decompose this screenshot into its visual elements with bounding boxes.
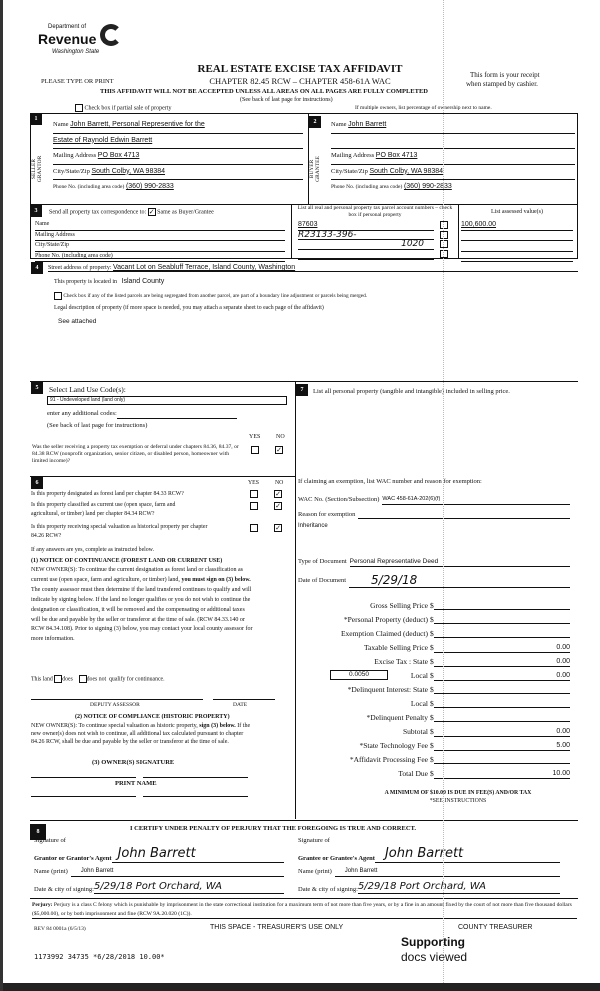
section-number: 4 <box>31 262 43 274</box>
land-use-code-select[interactable]: 91 - Undeveloped land (land only) <box>47 396 287 405</box>
corr-address-field[interactable]: Mailing Address <box>35 231 285 242</box>
qualify-label: qualify for continuance. <box>109 676 165 683</box>
perjury-text: Perjury is a class C felony which is punishable by imprisonment in the state correctional institution for a maximum term of not more than five years, or by a fine in an amount fixed by the court of not more than five thousand dollars ($5,000.00), or by both imprisonment and fine (RCW 9A.20.020 (1C)). <box>32 902 572 917</box>
corr-name-field[interactable]: Name <box>35 220 285 231</box>
section-6-designation <box>30 476 296 819</box>
historic-no-checkbox[interactable]: ✓ <box>275 524 281 532</box>
county-treasurer-label: COUNTY TREASURER <box>458 924 533 931</box>
fee-row <box>300 741 570 751</box>
partial-sale-label: Check box if partial sale of property <box>84 105 172 112</box>
deputy-assessor-line[interactable] <box>31 699 203 700</box>
buyer-name-row[interactable] <box>331 118 575 134</box>
logo-line2: Revenue <box>38 31 97 47</box>
fee-row <box>300 685 570 694</box>
dollar-sign: $ <box>430 657 434 666</box>
fee-label: *Delinquent Interest: State <box>347 685 428 694</box>
no-header: NO <box>275 480 284 486</box>
docs-viewed-stamp: docs viewed <box>401 950 468 964</box>
print-name-label: PRINT NAME <box>115 780 157 787</box>
section-number: 8 <box>30 824 46 840</box>
address-label: Mailing Address <box>53 152 97 159</box>
fee-label: Local <box>410 671 428 680</box>
fee-row <box>300 643 570 653</box>
logo-swirl-icon <box>100 24 122 46</box>
personal-property-checkbox[interactable] <box>440 240 448 248</box>
page-edge <box>0 983 600 991</box>
grantor-name-print[interactable]: John Barrett <box>71 867 284 877</box>
fee-label: *Personal Property (deduct) <box>343 615 428 624</box>
street-address[interactable]: Vacant Lot on Seabluff Terrace, Island County, Washington <box>112 264 296 271</box>
send-correspondence <box>49 208 214 217</box>
parcel-number-handwritten-2[interactable]: 1020 <box>298 240 434 250</box>
notice-bold: sign (3) below. <box>199 723 236 729</box>
city-label: City/State/Zip <box>53 167 90 175</box>
fee-label: Taxable Selling Price <box>363 643 428 652</box>
legal-description-label: Legal description of property (if more space is needed, you may attach a separate sheet to each page of the affidavit) <box>54 305 324 311</box>
dollar-sign: $ <box>430 671 434 680</box>
fee-value[interactable]: 0.00 <box>434 671 570 681</box>
owner-signature-line-2[interactable] <box>143 777 248 778</box>
seller-name-row-2[interactable] <box>53 134 303 150</box>
partial-sale[interactable] <box>75 104 171 112</box>
fee-label: *Delinquent Penalty <box>366 713 428 722</box>
seller-name-row[interactable] <box>53 118 303 134</box>
fee-row <box>300 629 570 638</box>
section-5-land-use <box>30 381 296 476</box>
yes-header: YES <box>249 434 261 440</box>
personal-property-checkbox[interactable] <box>440 231 448 239</box>
city-label: City/State/Zip <box>331 167 368 175</box>
buyer-address[interactable]: PO Box 4713 <box>375 152 418 159</box>
wac-label: WAC No. (Section/Subsection) <box>298 496 380 503</box>
seller-address[interactable]: PO Box 4713 <box>97 152 140 159</box>
notice-text: If the new owner(s) does not wish to continue, all additional tax calculated pursuant to chapter 84.26 RCW, shall be due and payable by the seller or transferor at the time of sale. <box>31 723 251 745</box>
fee-row <box>300 769 570 779</box>
fee-value[interactable] <box>434 755 570 764</box>
segregated-label: Check box if any of the listed parcels are being segregated from another parcel, are part of a boundary line adjustment or parcels being merged. <box>63 293 368 300</box>
grantee-agent-label: Grantee or Grantee's Agent <box>298 855 375 862</box>
buyer-grantee-label: BUYER GRANTEE <box>309 156 321 182</box>
seller-city-row[interactable] <box>53 165 303 181</box>
dollar-sign: $ <box>430 713 434 722</box>
section-1-seller <box>30 113 309 205</box>
parcel-number[interactable]: 87603 <box>298 220 434 231</box>
dollar-sign: $ <box>430 769 434 778</box>
receipt-note-2: when stamped by cashier. <box>466 80 538 88</box>
exemption-label: If claiming an exemption, list WAC number and reason for exemption: <box>298 478 482 485</box>
seller-phone-row[interactable] <box>53 180 303 195</box>
multiple-owners: If multiple owners, list percentage of ownership next to name. <box>355 105 492 111</box>
notice-text: The county assessor must then determine if the land transfered continues to qualify and will indicate by signing below. If the land no longer qualifies or you do not wish to continue the designation or classification, it will be removed and the compensating or additional taxes will be due and payable by the seller or transferor at the time of sale. (RCW 84.33.140 or RCW 84.34.108). Prior to signing (3) below, you may contact your local county assessor for more information. <box>31 586 253 643</box>
dollar-sign: $ <box>430 727 434 736</box>
fee-value[interactable] <box>434 699 570 708</box>
fee-value[interactable]: 5.00 <box>434 741 570 751</box>
notice-compliance-text <box>31 722 256 746</box>
notice-compliance-title: (2) NOTICE OF COMPLIANCE (HISTORIC PROPERTY) <box>75 714 230 720</box>
street-label: Street address of property: <box>48 265 112 271</box>
section-number: 1 <box>30 113 42 125</box>
reason-line[interactable] <box>358 510 570 519</box>
notice-text: NEW OWNER(S): To continue the current designation as forest land or classification as current use (open space, farm and agriculture, or timber) land, <box>31 567 243 583</box>
reason-field[interactable]: Inheritance <box>298 523 328 529</box>
supporting-docs-stamp: Supporting <box>401 935 465 949</box>
fee-label: Subtotal <box>402 727 428 736</box>
minimum-label: A MINIMUM OF $10.00 IS DUE IN FEE(S) AND/OR TAX <box>384 790 532 796</box>
forest-yes-checkbox[interactable] <box>250 490 258 498</box>
doc-type-field[interactable]: Personal Representative Deed <box>350 557 570 567</box>
see-instructions: *SEE INSTRUCTIONS <box>429 797 487 804</box>
fee-row <box>300 755 570 764</box>
buyer-phone-row[interactable] <box>331 180 575 195</box>
logo-line1: Department of <box>48 24 87 30</box>
section-number: 2 <box>309 116 321 128</box>
grantor-date-city[interactable]: 5/29/18 Port Orchard, WA <box>94 880 284 894</box>
grantee-date-city[interactable]: 5/29/18 Port Orchard, WA <box>358 880 560 894</box>
section-3-correspondence <box>30 204 578 259</box>
buyer-city-row[interactable] <box>331 165 575 181</box>
date-city-label: Date & city of signing: <box>298 886 358 893</box>
fee-row <box>300 727 570 737</box>
buyer-phone[interactable]: (360) 990-2833 <box>403 183 452 190</box>
notice-text: NEW OWNER(S): To continue special valuation as historic property, <box>31 723 200 729</box>
if-yes-note: If any answers are yes, complete as instructed below. <box>31 547 154 553</box>
seller-grantor-label: SELLER GRANTOR <box>31 155 43 183</box>
page-edge-left <box>0 0 3 991</box>
perjury-statement <box>32 901 577 919</box>
assessed-value-header: List assessed value(s) <box>491 209 543 215</box>
notice-continuance-title: (1) NOTICE OF CONTINUANCE (FOREST LAND OR CURRENT USE) <box>31 558 223 564</box>
name-label: Name <box>53 121 69 128</box>
name-print-label: Name (print) <box>298 868 332 875</box>
dollar-sign: $ <box>430 685 434 694</box>
print-name-line[interactable] <box>31 796 136 797</box>
please-type: PLEASE TYPE OR PRINT <box>41 78 114 85</box>
dollar-sign: $ <box>430 699 434 708</box>
forest-land-question: Is this property designated as forest land per chapter 84.33 RCW? <box>31 491 184 497</box>
fee-label: Total Due <box>398 769 428 778</box>
phone-label: Phone No. (including area code) <box>53 184 125 190</box>
grantee-signature-block <box>298 837 560 894</box>
no-header: NO <box>276 434 285 440</box>
buyer-city[interactable]: South Colby, WA 98384 <box>369 167 444 175</box>
fee-row <box>300 671 570 681</box>
deputy-assessor-label: DEPUTY ASSESSOR <box>90 702 140 708</box>
same-as-buyer-label: Same as Buyer/Grantee <box>157 209 214 216</box>
fee-value[interactable] <box>434 601 570 610</box>
historic-yes-checkbox[interactable] <box>250 524 258 532</box>
fee-row <box>300 615 570 624</box>
name-label: Name <box>331 121 347 128</box>
does-not-label: does not <box>86 676 107 683</box>
section-8-certification <box>30 820 578 899</box>
fee-value[interactable]: 0.00 <box>434 657 570 667</box>
seller-phone[interactable]: (360) 990-2833 <box>125 183 174 190</box>
personal-property-checkbox[interactable] <box>440 221 448 229</box>
fee-row <box>300 699 570 708</box>
personal-property-checkbox[interactable] <box>440 250 448 258</box>
section-number: 3 <box>30 205 42 217</box>
fold-line <box>443 0 444 991</box>
fee-label: *State Technology Fee <box>359 741 428 750</box>
exemption-yes-checkbox[interactable] <box>251 446 259 454</box>
does-label: does <box>62 676 73 683</box>
wac-field[interactable]: WAC 458-61A-202(6)(f) <box>382 495 570 505</box>
owner-signature-line[interactable] <box>31 777 136 778</box>
treasurer-use-label: THIS SPACE - TREASURER'S USE ONLY <box>210 924 344 931</box>
parcel-header: List all real and personal property tax parcel account numbers – check box if personal property <box>297 205 453 218</box>
fee-value[interactable]: 0.00 <box>434 643 570 653</box>
land-use-label: Select Land Use Code(s): <box>49 385 126 394</box>
signature-of-label: Signature of <box>34 837 66 844</box>
notice-bold: you must sign on (3) below. <box>181 576 251 583</box>
date-label: DATE <box>233 702 248 708</box>
assessor-date-line[interactable] <box>213 699 275 700</box>
dollar-sign: $ <box>430 629 434 638</box>
fee-value[interactable] <box>434 615 570 624</box>
this-land-label: This land <box>31 676 53 683</box>
notice-continuance-text <box>31 566 253 645</box>
print-name-line-2[interactable] <box>143 796 248 797</box>
grantee-signature[interactable]: John Barrett <box>375 845 560 863</box>
personal-property-label: List all personal property (tangible and intangible) included in selling price. <box>313 388 510 395</box>
buyer-name[interactable]: John Barrett <box>348 121 387 128</box>
section-number: 5 <box>31 382 43 394</box>
seller-name[interactable]: John Barrett, Personal Representive for the <box>70 121 205 128</box>
corr-city-field[interactable]: City/State/Zip <box>35 241 285 252</box>
yes-header: YES <box>248 480 259 486</box>
dollar-sign: $ <box>430 755 434 764</box>
corr-phone-field[interactable]: Phone No. (including area code) <box>35 252 285 263</box>
fee-row <box>300 713 570 722</box>
assessed-values <box>461 209 573 262</box>
address-label: Mailing Address <box>331 152 375 159</box>
section-7-personal-property <box>296 381 578 819</box>
reason-label: Reason for exemption <box>298 511 356 518</box>
fee-label: Excise Tax : State <box>374 657 428 666</box>
grantor-agent-label: Grantor or Grantor's Agent <box>34 855 112 862</box>
buyer-address-row[interactable] <box>331 149 575 165</box>
land-use-instructions: (See back of last page for instructions) <box>47 422 148 429</box>
parcel-number-empty[interactable] <box>298 250 434 261</box>
parcel-number-handwritten[interactable]: R23133-396- <box>298 231 434 241</box>
seller-address-row[interactable] <box>53 149 303 165</box>
doc-date-label: Date of Document <box>298 577 347 584</box>
dollar-sign: $ <box>430 615 434 624</box>
dollar-sign: $ <box>430 601 434 610</box>
fee-label: Exemption Claimed (deduct) <box>340 629 428 638</box>
receipt-note-1: This form is your receipt <box>470 71 540 79</box>
current-use-yes-checkbox[interactable] <box>250 502 258 510</box>
fee-value[interactable] <box>434 713 570 722</box>
dollar-sign: $ <box>430 741 434 750</box>
owner-signature-label: (3) OWNER(S) SIGNATURE <box>92 759 175 766</box>
warning: THIS AFFIDAVIT WILL NOT BE ACCEPTED UNLESS ALL AREAS ON ALL PAGES ARE FULLY COMPLETED <box>100 88 428 95</box>
fee-row <box>300 601 570 610</box>
assessed-value-empty[interactable] <box>461 231 573 242</box>
does-not-checkbox[interactable] <box>79 675 87 683</box>
county[interactable]: Island County <box>121 278 165 285</box>
fee-value[interactable] <box>434 629 570 638</box>
name-print-label: Name (print) <box>34 868 68 875</box>
receipt-stamp: 1173992 34735 *6/28/2018 10.00* <box>34 953 165 961</box>
form-title: REAL ESTATE EXCISE TAX AFFIDAVIT <box>197 63 403 75</box>
seller-name-2[interactable]: Estate of Raynold Edwin Barrett <box>53 136 153 144</box>
rate-box[interactable]: 0.0050 <box>330 670 388 680</box>
section-number: 6 <box>31 477 43 489</box>
fee-value[interactable] <box>434 685 570 694</box>
grantor-signature[interactable]: John Barrett <box>112 845 284 863</box>
minimum-due <box>348 790 568 805</box>
segregated-checkbox[interactable] <box>54 292 62 300</box>
fee-label: Gross Selling Price <box>370 601 428 610</box>
doc-type-label: Type of Document <box>298 558 347 565</box>
does-checkbox[interactable] <box>54 675 62 683</box>
perjury-label: Perjury: <box>32 902 53 908</box>
fee-label: Local <box>410 699 428 708</box>
buyer-name-row-2[interactable] <box>331 134 575 150</box>
seller-city[interactable]: South Colby, WA 98384 <box>91 167 166 175</box>
date-city-label: Date & city of signing: <box>34 886 94 893</box>
section-4-property <box>30 262 578 377</box>
forest-no-checkbox[interactable]: ✓ <box>275 490 281 498</box>
additional-codes-field[interactable] <box>117 409 237 419</box>
partial-sale-checkbox[interactable] <box>75 104 83 112</box>
fee-row <box>300 657 570 667</box>
current-use-no-checkbox[interactable]: ✓ <box>275 502 281 510</box>
signature-of-label: Signature of <box>298 837 330 844</box>
historic-question: Is this property receiving special valuation as historical property per chapter 84.26 RCW? <box>31 524 208 539</box>
form-subtitle: CHAPTER 82.45 RCW – CHAPTER 458-61A WAC <box>209 76 391 86</box>
see-back: (See back of last page for instructions) <box>240 97 333 103</box>
grantee-name-print[interactable]: John Barrett <box>335 867 560 877</box>
exemption-question: Was the seller receiving a property tax exemption or deferral under chapters 84.36, 84.37, or 84.38 RCW (nonprofit organization, senior citizen, or disabled person, homeowner with limited income)? <box>32 444 239 465</box>
assessed-value[interactable]: 100,600.00 <box>461 220 573 231</box>
fee-value[interactable]: 0.00 <box>434 727 570 737</box>
grantor-signature-block <box>34 837 284 894</box>
assessed-value-empty[interactable] <box>461 252 573 263</box>
current-use-question: Is this property classified as current use (open space, farm and agricultural, or timber) land per chapter 84.34 RCW? <box>31 502 176 517</box>
parcel-list <box>291 204 459 259</box>
section-number: 7 <box>296 384 308 396</box>
logo-line3: Washington State <box>52 49 100 55</box>
located-label: This property is located in <box>54 279 117 285</box>
additional-codes-label: enter any additional codes: <box>47 410 117 417</box>
same-as-buyer-checkbox[interactable]: ✓ <box>148 208 155 216</box>
fee-label: *Affidavit Processing Fee <box>349 755 428 764</box>
legal-description[interactable]: See attached <box>58 318 97 325</box>
phone-label: Phone No. (including area code) <box>331 184 403 190</box>
certify-statement: I CERTIFY UNDER PENALTY OF PERJURY THAT THE FOREGOING IS TRUE AND CORRECT. <box>130 825 417 832</box>
dor-logo <box>38 24 128 68</box>
fee-value[interactable]: 10.00 <box>434 769 570 779</box>
form-revision: REV 84 0001a (6/5/13) <box>34 926 86 932</box>
send-label: Send all property tax correspondence to: <box>49 209 147 216</box>
dollar-sign: $ <box>430 643 434 652</box>
exemption-no-checkbox[interactable]: ✓ <box>276 446 282 454</box>
doc-date-field[interactable]: 5/29/18 <box>349 573 570 588</box>
assessed-value-empty[interactable] <box>461 241 573 252</box>
